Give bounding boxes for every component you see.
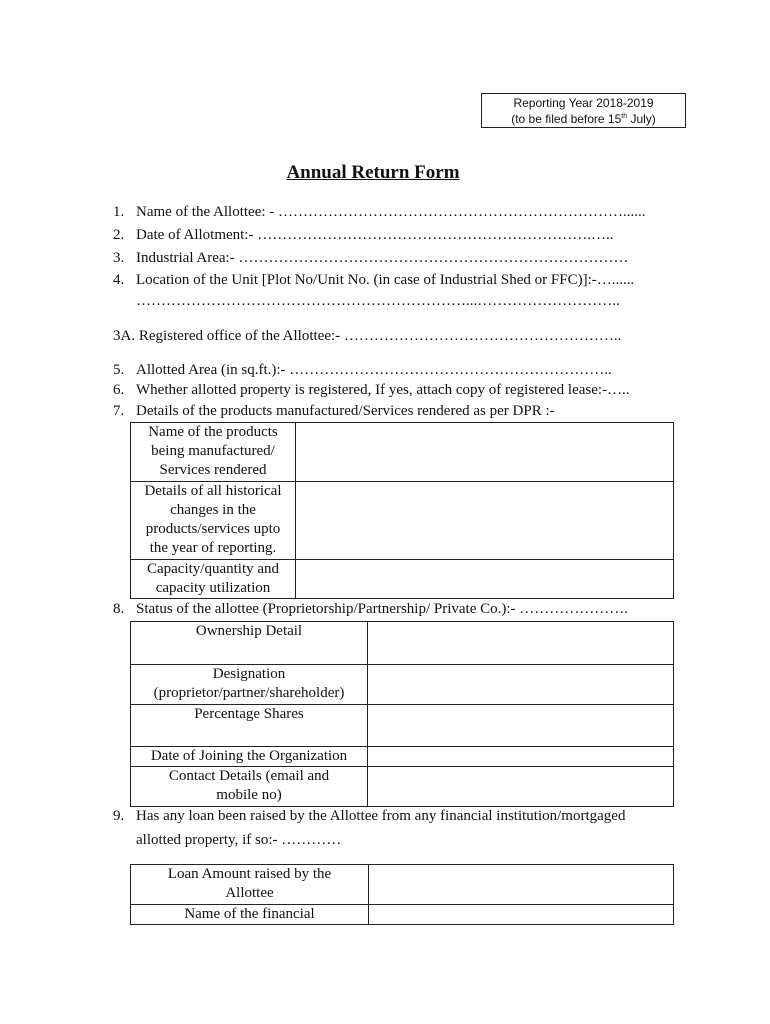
item-3-industrial-area: Industrial Area:- …………………………………………………………………… xyxy=(136,250,629,266)
financial-institution-value-cell[interactable] xyxy=(369,905,674,925)
item-1-allottee-name: Name of the Allottee: - ……………………………………………………………...... xyxy=(136,204,646,220)
form-title: Annual Return Form xyxy=(286,162,460,183)
reporting-year-box xyxy=(481,93,686,128)
ownership-table xyxy=(130,621,674,807)
capacity-label-cell: Capacity/quantity and capacity utilization xyxy=(131,560,296,599)
products-table xyxy=(130,422,674,599)
item-6-registration: Whether allotted property is registered, If yes, attach copy of registered lease:-….. xyxy=(136,382,630,398)
joining-date-label-cell: Date of Joining the Organization xyxy=(131,747,368,767)
item-4-continuation: …………………………………………………………...……………………….. xyxy=(136,293,620,309)
item-8-allottee-status: Status of the allottee (Proprietorship/Partnership/ Private Co.):- …………………. xyxy=(136,601,629,617)
item-3-number: 3. xyxy=(113,250,125,266)
historical-changes-label-cell: Details of all historical changes in the products/services upto the year of reporting. xyxy=(131,482,296,560)
percentage-shares-label-cell: Percentage Shares xyxy=(131,705,368,747)
item-3a-registered-office: 3A. Registered office of the Allottee:- ……………………………………………….. xyxy=(113,328,622,344)
designation-label-cell: Designation (proprietor/partner/shareholder) xyxy=(131,665,368,705)
loan-amount-label-cell: Loan Amount raised by the Allottee xyxy=(131,865,369,905)
financial-institution-label-cell: Name of the financial xyxy=(131,905,369,925)
capacity-value-cell[interactable] xyxy=(296,560,674,599)
item-4-number: 4. xyxy=(113,272,125,288)
historical-changes-value-cell[interactable] xyxy=(296,482,674,560)
contact-details-label-cell: Contact Details (email and mobile no) xyxy=(131,767,368,807)
designation-value-cell[interactable] xyxy=(368,665,674,705)
percentage-shares-value-cell[interactable] xyxy=(368,705,674,747)
loan-amount-value-cell[interactable] xyxy=(369,865,674,905)
item-5-number: 5. xyxy=(113,362,125,378)
item-6-number: 6. xyxy=(113,382,125,398)
loan-table xyxy=(130,864,674,925)
products-label-cell: Name of the products being manufactured/ Services rendered xyxy=(131,423,296,482)
item-5-allotted-area: Allotted Area (in sq.ft.):- ……………………………………………………….. xyxy=(136,362,612,378)
item-9-continuation: allotted property, if so:- ………… xyxy=(136,832,342,848)
item-2-number: 2. xyxy=(113,227,125,243)
joining-date-value-cell[interactable] xyxy=(368,747,674,767)
filing-deadline-line: (to be filed before 15th July) xyxy=(511,112,656,126)
item-8-number: 8. xyxy=(113,601,125,617)
item-2-allotment-date: Date of Allotment:- ………………………………………………………….….. xyxy=(136,227,614,243)
item-7-number: 7. xyxy=(113,403,125,419)
item-4-unit-location: Location of the Unit [Plot No/Unit No. (in case of Industrial Shed or FFC)]:-…...... xyxy=(136,272,635,288)
products-value-cell[interactable] xyxy=(296,423,674,482)
item-7-products: Details of the products manufactured/Services rendered as per DPR :- xyxy=(136,403,555,419)
item-1-number: 1. xyxy=(113,204,125,220)
reporting-year-line: Reporting Year 2018-2019 xyxy=(513,96,654,110)
ownership-detail-value-cell[interactable] xyxy=(368,622,674,665)
ownership-detail-label-cell: Ownership Detail xyxy=(131,622,368,665)
item-9-number: 9. xyxy=(113,808,125,824)
item-9-loan-question: Has any loan been raised by the Allottee from any financial institution/mortgaged xyxy=(136,808,626,824)
contact-details-value-cell[interactable] xyxy=(368,767,674,807)
